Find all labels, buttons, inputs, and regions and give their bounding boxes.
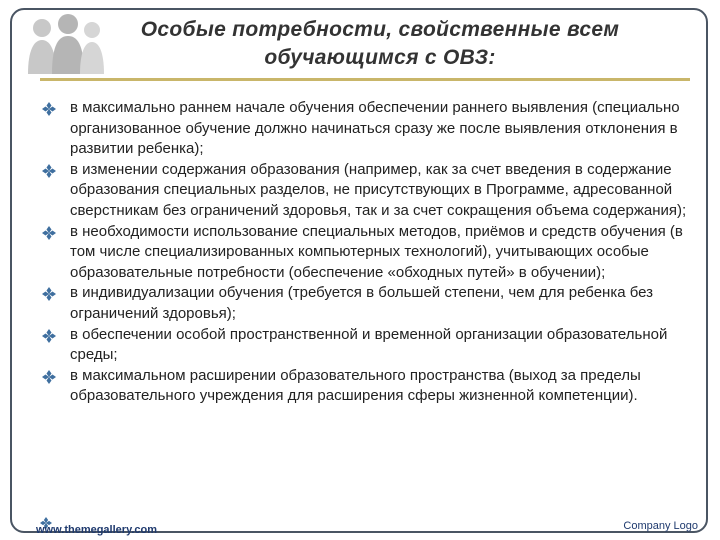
diamond-bullet-icon xyxy=(42,102,56,116)
people-silhouette-icon xyxy=(24,14,108,76)
company-logo: Company Logo xyxy=(623,520,698,532)
slide-title xyxy=(100,16,660,72)
slide-content xyxy=(40,98,690,407)
list-item xyxy=(40,222,690,284)
bullet-list xyxy=(40,98,690,407)
list-item xyxy=(40,283,690,324)
list-item-text: в необходимости использование специальных методов, приёмов и средств обучения (в том числе специализированных компьютерных технологий), учитывающих особые образовательные потребности (обеспечение «обходных путей» в обучении); xyxy=(70,222,683,281)
diamond-bullet-icon xyxy=(42,329,56,343)
list-item xyxy=(40,325,690,366)
diamond-bullet-icon xyxy=(42,287,56,301)
title-line-2: обучающимся с ОВЗ: xyxy=(264,46,496,69)
list-item xyxy=(40,98,690,160)
list-item xyxy=(40,366,690,407)
list-item-text: в изменении содержания образования (например, как за счет введения в содержание образования специальных разделов, не присутствующих в Программе, адресованной сверстникам без ограничений здоровья, так и за счет сокращения объема содержания); xyxy=(70,160,687,219)
title-divider xyxy=(40,78,690,81)
diamond-bullet-icon xyxy=(42,370,56,384)
diamond-bullet-icon xyxy=(42,226,56,240)
diamond-bullet-icon xyxy=(42,164,56,178)
list-item-text: в индивидуализации обучения (требуется в большей степени, чем для ребенка без ограничений здоровья); xyxy=(70,284,654,322)
list-item-text: в максимально раннем начале обучения обеспечении раннего выявления (специально организованное обучение должно начинаться сразу же после выявления отклонения в развитии ребенка); xyxy=(70,99,680,158)
list-item xyxy=(40,160,690,222)
title-line-1: Особые потребности, свойственные всем xyxy=(140,18,620,41)
list-item-text: в обеспечении особой пространственной и временной организации образовательной среды; xyxy=(70,325,668,364)
footer-url-link[interactable]: www.themegallery.com xyxy=(36,524,158,536)
list-item-text: в максимальном расширении образовательного пространства (выход за пределы образовательного учреждения для расширения сферы жизненной компетенции). xyxy=(70,366,641,405)
